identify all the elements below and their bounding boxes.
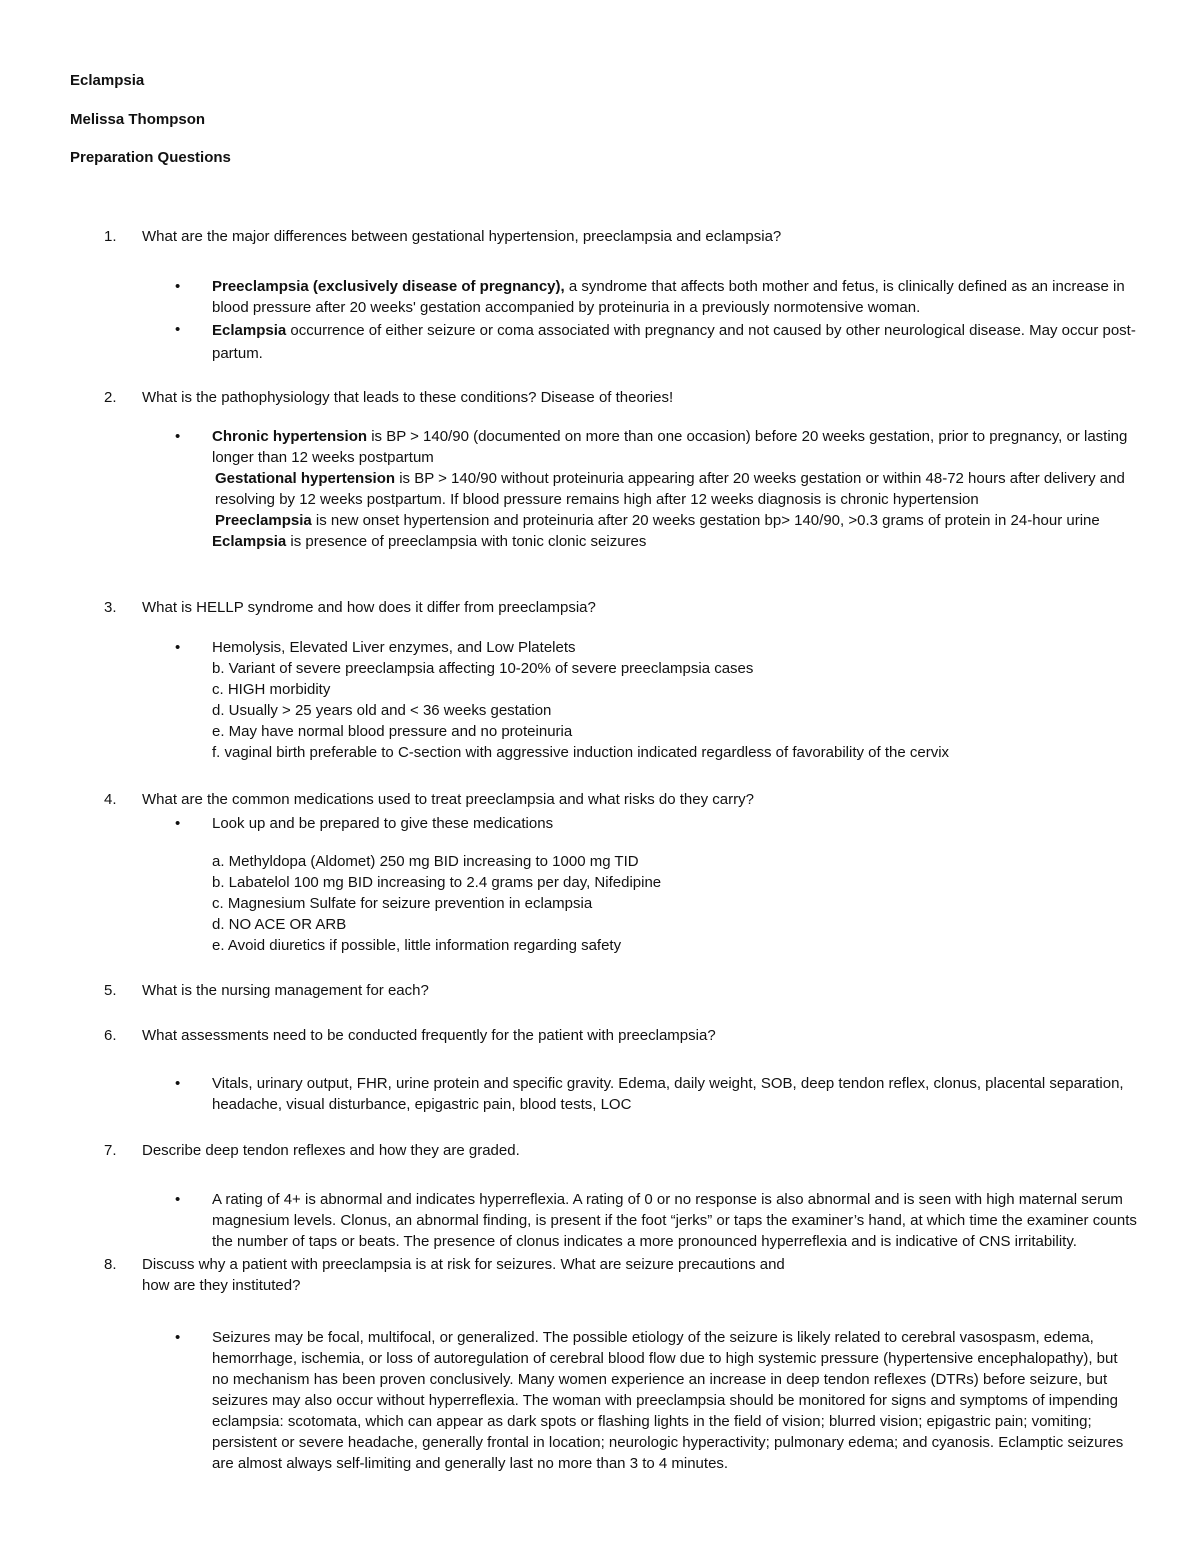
answer-line: c. Magnesium Sulfate for seizure prevention in eclampsia — [212, 895, 593, 912]
question-text: What is the pathophysiology that leads to these conditions? Disease of theories! — [142, 389, 674, 406]
document-title: Eclampsia — [70, 72, 145, 89]
question-text: What assessments need to be conducted frequently for the patient with preeclampsia? — [142, 1027, 716, 1044]
medication-list — [212, 851, 1137, 956]
answer-bullet — [212, 426, 1137, 552]
answer-bullet: Vitals, urinary output, FHR, urine protein and specific gravity. Edema, daily weight, SOB, deep tendon reflex, clonus, placental separation, headache, visual disturbance, epigastric pain, blood tests, LOC — [212, 1075, 1124, 1113]
question-number: 1. — [104, 228, 117, 245]
bullet-icon: • — [175, 428, 181, 445]
answer-text: a syndrome that affects both mother and fetus, is clinically defined as an increase in blood pressure after 20 weeks' gestation accompanied by proteinuria in a previously normotensive woman. — [212, 278, 1125, 316]
bullet-icon: • — [175, 639, 181, 656]
answer-line: d. Usually > 25 years old and < 36 weeks gestation — [212, 702, 552, 719]
bullet-icon: • — [175, 1075, 181, 1092]
bold-term: Eclampsia — [212, 533, 287, 550]
question-number: 6. — [104, 1027, 117, 1044]
bullet-icon: • — [175, 1191, 181, 1208]
answer-line — [212, 426, 1137, 468]
answer-bullet — [212, 319, 1137, 365]
answer-bullet — [212, 637, 1137, 763]
bold-term: Gestational hypertension — [215, 470, 396, 487]
answer-line: b. Labatelol 100 mg BID increasing to 2.4 grams per day, Nifedipine — [212, 874, 662, 891]
question-text: What is the nursing management for each? — [142, 982, 429, 999]
question-text: What is HELLP syndrome and how does it differ from preeclampsia? — [142, 599, 596, 616]
question-number: 4. — [104, 791, 117, 808]
answer-line: Hemolysis, Elevated Liver enzymes, and Low Platelets — [212, 639, 576, 656]
bold-term: Preeclampsia — [215, 512, 312, 529]
answer-text: is presence of preeclampsia with tonic clonic seizures — [286, 533, 647, 550]
question-text: Describe deep tendon reflexes and how they are graded. — [142, 1142, 520, 1159]
document-subtitle: Preparation Questions — [70, 149, 231, 166]
question-text: What are the common medications used to treat preeclampsia and what risks do they carry? — [142, 791, 754, 808]
answer-line: b. Variant of severe preeclampsia affecting 10-20% of severe preeclampsia cases — [212, 660, 754, 677]
answer-bullet: Look up and be prepared to give these medications — [212, 815, 554, 832]
bold-term: Eclampsia — [212, 322, 287, 339]
bold-term: Preeclampsia (exclusively disease of pregnancy), — [212, 278, 565, 295]
question-number: 2. — [104, 389, 117, 406]
answer-line: a. Methyldopa (Aldomet) 250 mg BID increasing to 1000 mg TID — [212, 853, 639, 870]
answer-line: f. vaginal birth preferable to C-section with aggressive induction indicated regardless of favorability of the cervix — [212, 744, 950, 761]
answer-line — [212, 468, 1137, 510]
bullet-icon: • — [175, 1329, 181, 1346]
answer-text: is new onset hypertension and proteinuria after 20 weeks gestation bp> 140/90, >0.3 grams of protein in 24-hour urine — [311, 512, 1100, 529]
question-number: 3. — [104, 599, 117, 616]
question-text-line: how are they instituted? — [142, 1277, 301, 1294]
bold-term: Chronic hypertension — [212, 428, 368, 445]
question-text-line: Discuss why a patient with preeclampsia is at risk for seizures. What are seizure precautions and — [142, 1256, 785, 1273]
answer-bullet — [212, 276, 1137, 318]
question-number: 5. — [104, 982, 117, 999]
answer-text: is BP > 140/90 (documented on more than one occasion) before 20 weeks gestation, prior to pregnancy, or lasting longer than 12 weeks postpartum — [212, 428, 1128, 466]
bullet-icon: • — [175, 321, 181, 338]
bullet-icon: • — [175, 278, 181, 295]
answer-line: c. HIGH morbidity — [212, 681, 331, 698]
question-text — [142, 1254, 1142, 1296]
author-name: Melissa Thompson — [70, 111, 206, 128]
answer-line — [212, 510, 1137, 531]
answer-text: occurrence of either seizure or coma associated with pregnancy and not caused by other neurological disease. May occur post-partum. — [212, 322, 1136, 362]
answer-bullet: A rating of 4+ is abnormal and indicates hyperreflexia. A rating of 0 or no response is also abnormal and is seen with high maternal serum magnesium levels. Clonus, an abnormal finding, is present if the foot “jerks” or taps the examiner’s hand, at which time the examiner counts the number of taps or beats. The presence of clonus indicates a more pronounced hyperreflexia and is indicative of CNS irritability. — [212, 1191, 1137, 1250]
answer-line — [212, 531, 1137, 552]
answer-text: is BP > 140/90 without proteinuria appearing after 20 weeks gestation or within 48-72 hours after delivery and resolving by 12 weeks postpartum. If blood pressure remains high after 12 weeks diagnosis is chronic hypertension — [215, 470, 1125, 508]
answer-line: e. May have normal blood pressure and no proteinuria — [212, 723, 573, 740]
answer-bullet: Seizures may be focal, multifocal, or generalized. The possible etiology of the seizure is likely related to cerebral vasospasm, edema, hemorrhage, ischemia, or loss of autoregulation of cerebral blood flow due to high systemic pressure (hypertensive encephalopathy), but no mechanism has been proven conclusively. Many women experience an increase in deep tendon reflexes (DTRs) before seizure, but seizures may also occur without hyperreflexia. The woman with preeclampsia should be monitored for signs and symptoms of impending eclampsia: scotomata, which can appear as dark spots or flashing lights in the field of vision; blurred vision; epigastric pain; vomiting; persistent or severe headache, generally frontal in location; neurologic hyperactivity; pulmonary edema; and cyanosis. Eclamptic seizures are almost always self-limiting and generally last no more than 3 to 4 minutes. — [212, 1329, 1124, 1472]
question-text: What are the major differences between gestational hypertension, preeclampsia and eclampsia? — [142, 228, 782, 245]
question-number: 8. — [104, 1256, 117, 1273]
answer-line: d. NO ACE OR ARB — [212, 916, 347, 933]
answer-line: e. Avoid diuretics if possible, little information regarding safety — [212, 937, 622, 954]
question-number: 7. — [104, 1142, 117, 1159]
bullet-icon: • — [175, 815, 181, 832]
